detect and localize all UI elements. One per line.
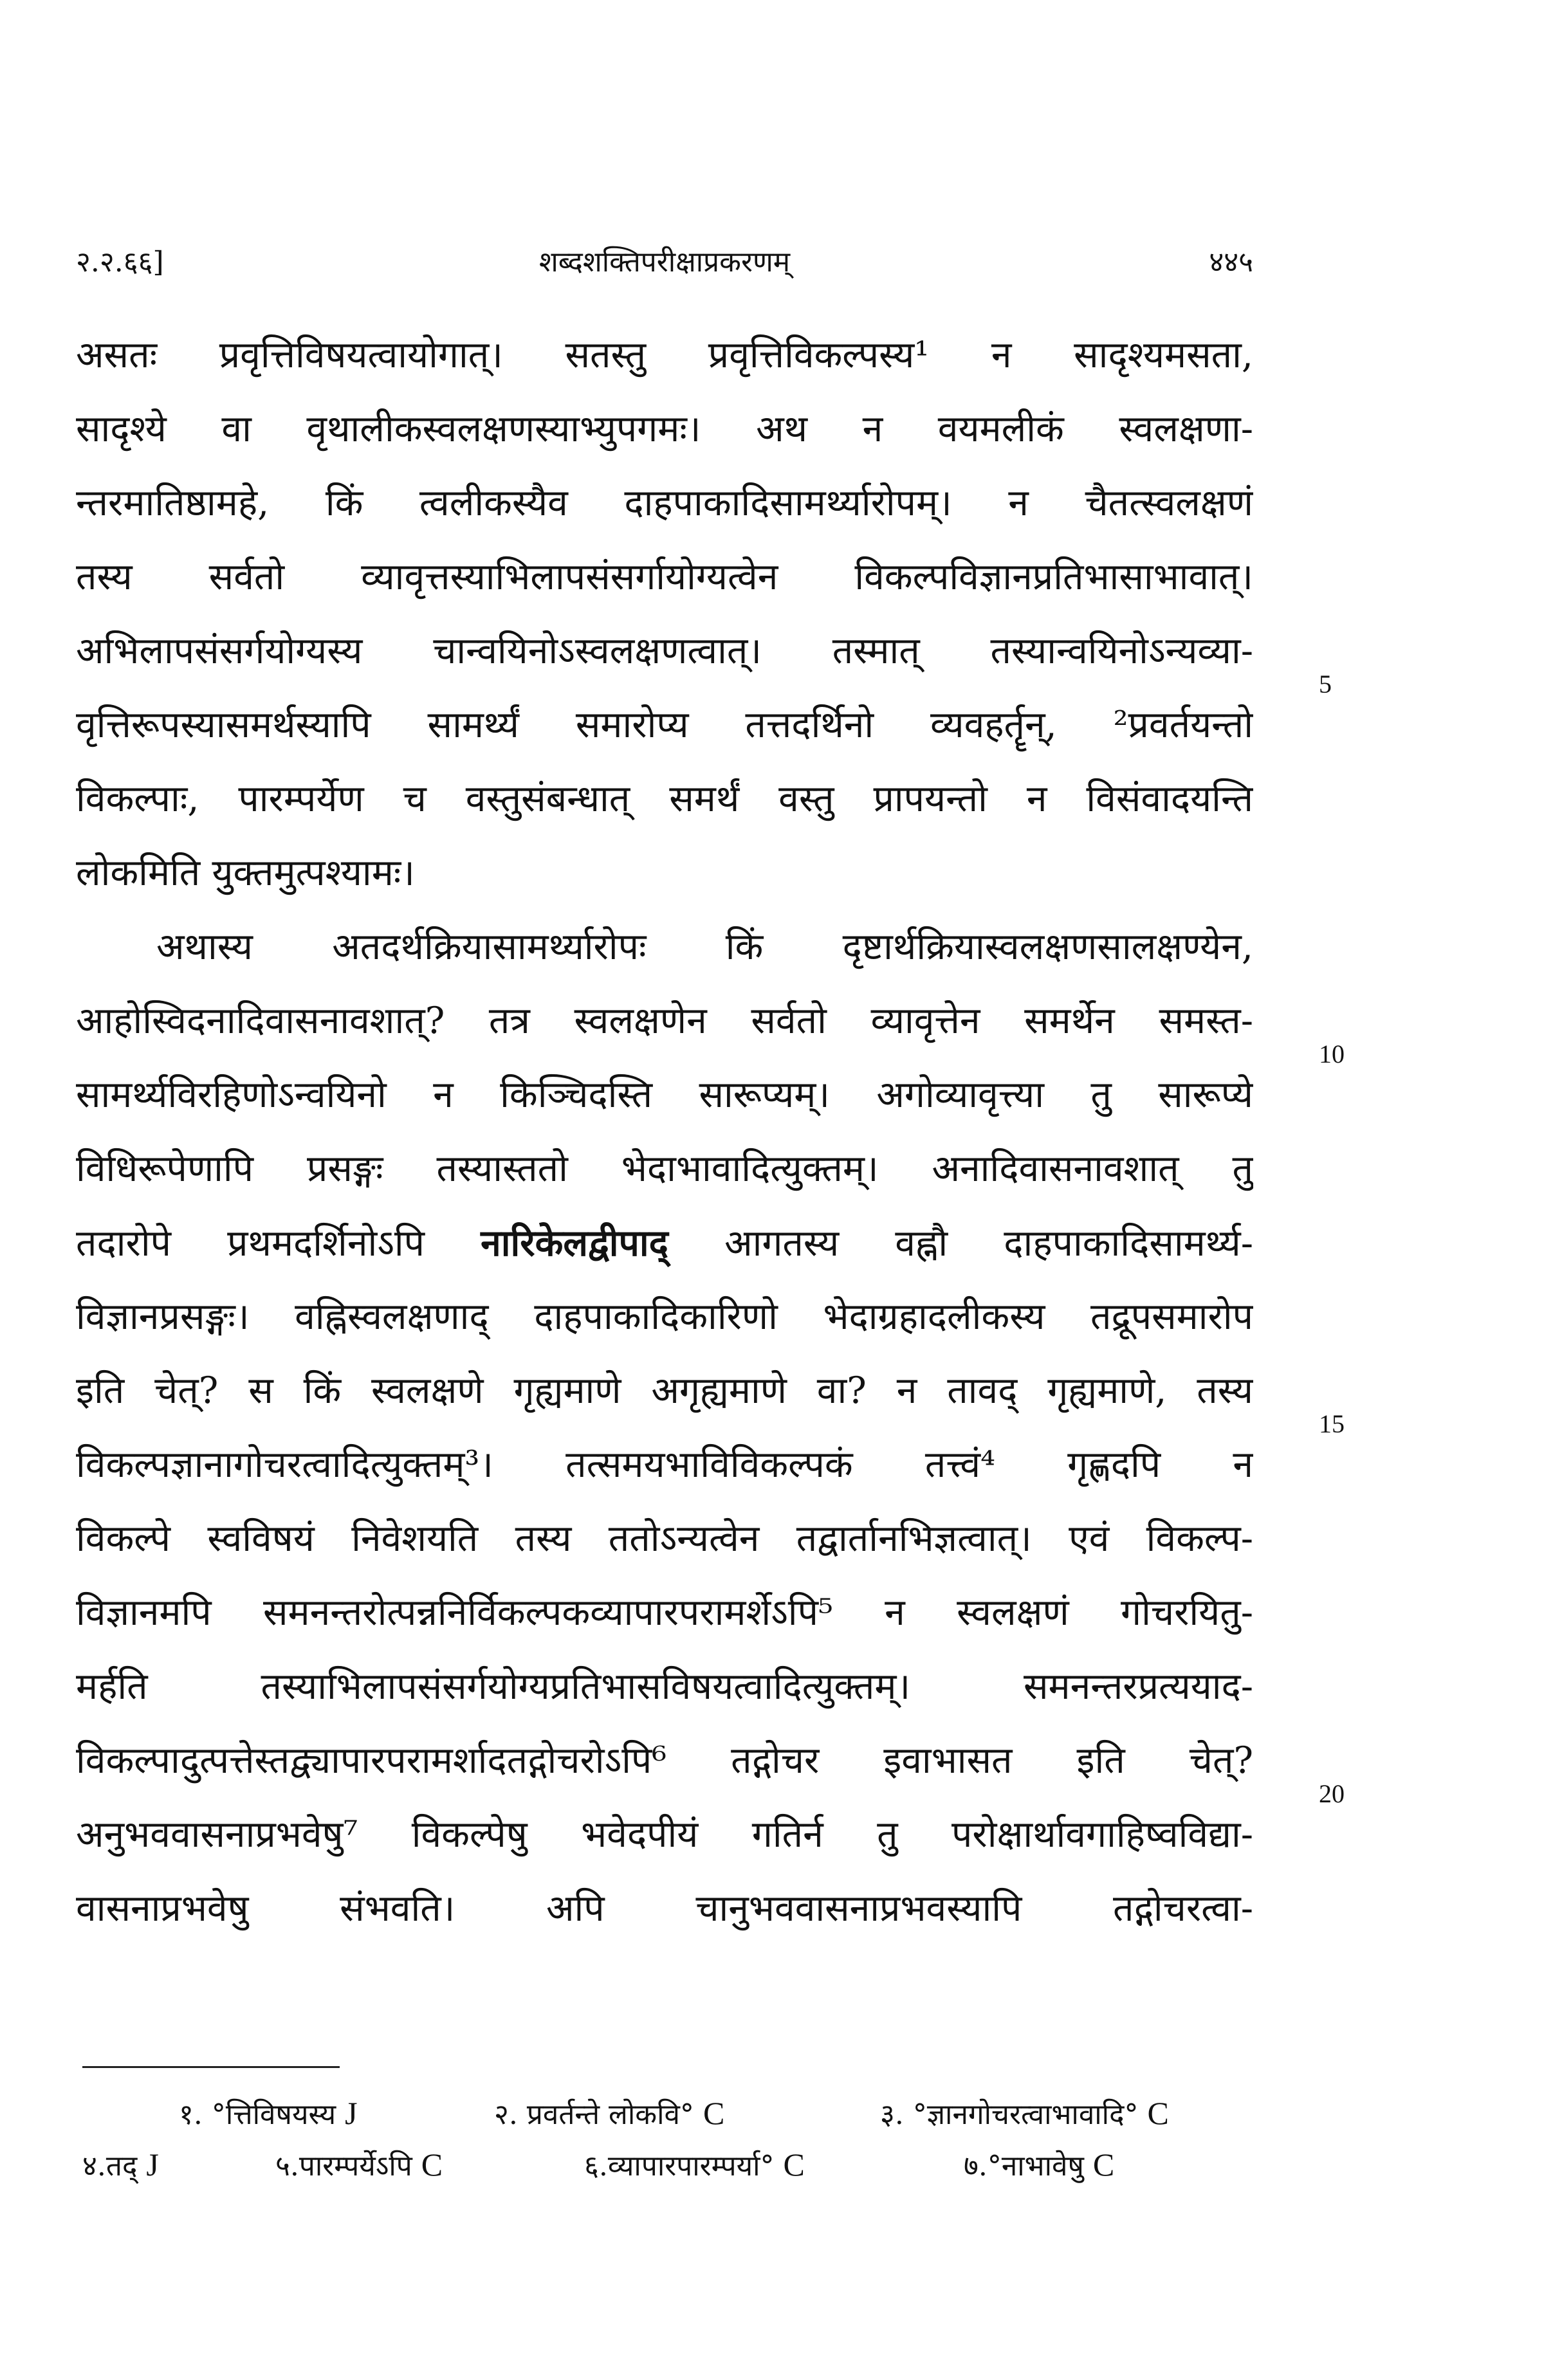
page-number: ४४५ — [1209, 246, 1253, 279]
manuscript-siglum: C — [703, 2095, 725, 2131]
text-line: वासनाप्रभवेषु संभवति। अपि चानुभववासनाप्रभवस्यापि तद्गोचरत्वा- — [76, 1887, 1253, 1930]
footnote — [880, 2094, 1169, 2132]
text-line: विज्ञानप्रसङ्गः। वह्निस्वलक्षणाद् दाहपाकादिकारिणो भेदाग्रहादलीकस्य तद्रूपसमारोप — [76, 1295, 1253, 1338]
section-reference: २.२.६६] — [76, 246, 164, 279]
text-line: आहोस्विदनादिवासनावशात्? तत्र स्वलक्षणेन सर्वतो व्यावृत्तेन समर्थेन समस्त- — [76, 1000, 1253, 1042]
manuscript-siglum: J — [146, 2147, 159, 2183]
manuscript-siglum: C — [421, 2147, 443, 2183]
paragraph-start-line: अथास्य अतदर्थक्रियासामर्थ्यारोपः किं दृष्टार्थक्रियास्वलक्षणसालक्षण्येन, — [156, 926, 1253, 968]
footnote-text: ६.व्यापारपारम्पर्या° — [584, 2150, 775, 2183]
running-header — [76, 241, 1253, 286]
footnote — [179, 2094, 358, 2132]
footnote-text: ७.°नाभावेषु — [964, 2150, 1084, 2183]
footnote-row — [82, 2145, 1260, 2197]
line-number-marker: 20 — [1319, 1779, 1345, 1808]
footnote — [964, 2145, 1114, 2184]
line-number-marker: 5 — [1319, 670, 1332, 699]
manuscript-siglum: C — [783, 2147, 805, 2183]
text-line: सादृश्ये वा वृथालीकस्वलक्षणस्याभ्युपगमः। अथ न वयमलीकं स्वलक्षणा- — [76, 408, 1253, 450]
text-line: विधिरूपेणापि प्रसङ्गः तस्यास्ततो भेदाभावादित्युक्तम्। अनादिवासनावशात् तु — [76, 1148, 1253, 1190]
footnote-row — [82, 2094, 1260, 2145]
footnote — [275, 2145, 443, 2184]
footnote-text: ५.पारम्पर्येऽपि — [275, 2150, 412, 2183]
footnotes — [82, 2094, 1260, 2197]
footnote-text: ४.तद् — [82, 2150, 138, 2183]
text-line: असतः प्रवृत्तिविषयत्वायोगात्। सतस्तु प्रवृत्तिविकल्पस्य¹ न सादृश्यमसता, — [76, 334, 1253, 376]
footnote-text: १. °त्तिविषयस्य — [179, 2098, 336, 2131]
text-line: अभिलापसंसर्गयोग्यस्य चान्वयिनोऽस्वलक्षणत्वात्। तस्मात् तस्यान्वयिनोऽन्यव्या- — [76, 630, 1253, 672]
manuscript-siglum: C — [1092, 2147, 1115, 2183]
text-line: मर्हति तस्याभिलापसंसर्गयोग्यप्रतिभासविषयत्वादित्युक्तम्। समनन्तरप्रत्ययाद- — [76, 1665, 1253, 1708]
line-number-marker: 10 — [1319, 1039, 1345, 1068]
text-line: सामर्थ्यविरहिणोऽन्वयिनो न किञ्चिदस्ति सारूप्यम्। अगोव्यावृत्त्या तु सारूप्ये — [76, 1074, 1253, 1116]
main-text — [76, 318, 1253, 1946]
text-line: न्तरमातिष्ठामहे, किं त्वलीकस्यैव दाहपाकादिसामर्थ्यारोपम्। न चैतत्स्वलक्षणं — [76, 482, 1253, 524]
text-line: अनुभववासनाप्रभवेषु⁷ विकल्पेषु भवेदपीयं गतिर्न तु परोक्षार्थावगाहिष्वविद्या- — [76, 1813, 1253, 1856]
text-line: लोकमिति युक्तमुत्पश्यामः। — [76, 852, 415, 894]
text-line: विज्ञानमपि समनन्तरोत्पन्ननिर्विकल्पकव्यापारपरामर्शेऽपि⁵ न स्वलक्षणं गोचरयितु- — [76, 1591, 1253, 1634]
footnote — [584, 2145, 805, 2184]
manuscript-siglum: C — [1147, 2095, 1169, 2131]
manuscript-siglum: J — [345, 2095, 358, 2131]
text-line: विकल्पादुत्पत्तेस्तद्व्यापारपरामर्शादतद्गोचरोऽपि⁶ तद्गोचर इवाभासत इति चेत्? — [76, 1739, 1253, 1782]
text-line: तस्य सर्वतो व्यावृत्तस्याभिलापसंसर्गायोग्यत्वेन विकल्पविज्ञानप्रतिभासाभावात्। — [76, 556, 1253, 598]
footnote — [494, 2094, 724, 2132]
text-line: वृत्तिरूपस्यासमर्थस्यापि सामर्थ्यं समारोप्य तत्तदर्थिनो व्यवहर्तॄन्, ²प्रवर्तयन्तो — [76, 704, 1253, 746]
footnote-text: ३. °ज्ञानगोचरत्वाभावादि° — [880, 2098, 1139, 2131]
line-number-marker: 15 — [1319, 1409, 1345, 1438]
text-line: विकल्पज्ञानागोचरत्वादित्युक्तम्³। तत्समयभाविविकल्पकं तत्त्वं⁴ गृह्णदपि न — [76, 1443, 1253, 1486]
footnote — [82, 2145, 159, 2184]
text-line: इति चेत्? स किं स्वलक्षणे गृह्यमाणे अगृह्यमाणे वा? न तावद् गृह्यमाणे, तस्य — [76, 1369, 1253, 1412]
footnote-text: २. प्रवर्तन्ते लोकवि° — [494, 2098, 694, 2131]
text-line: विकल्पाः, पारम्पर्येण च वस्तुसंबन्धात् समर्थं वस्तु प्रापयन्तो न विसंवादयन्ति — [76, 778, 1253, 820]
text-segment: तदारोपे प्रथमदर्शिनोऽपि — [76, 1222, 425, 1265]
running-title: शब्दशक्तिपरीक्षाप्रकरणम् — [538, 246, 791, 279]
bold-place-name: नारिकेलद्वीपाद् — [481, 1222, 668, 1265]
text-segment: आगतस्य वह्नौ दाहपाकादिसामर्थ्य- — [724, 1222, 1253, 1265]
footnote-divider — [82, 2066, 340, 2068]
text-line: विकल्पे स्वविषयं निवेशयति तस्य ततोऽन्यत्वेन तद्वार्तानभिज्ञत्वात्। एवं विकल्प- — [76, 1517, 1253, 1560]
text-line-with-bold — [76, 1206, 1253, 1280]
